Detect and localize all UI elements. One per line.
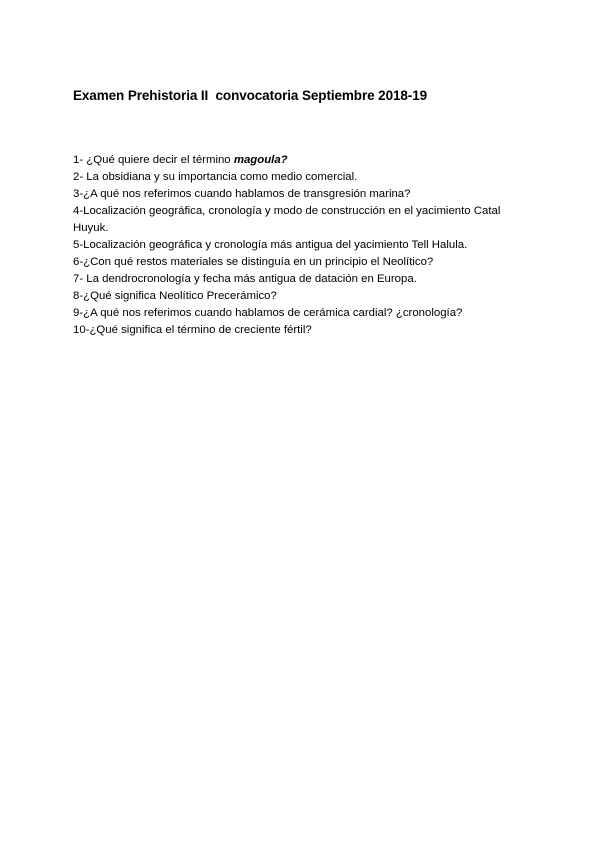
question-1-text: 1- ¿Qué quiere decir el término <box>73 154 234 166</box>
question-9: 9-¿A qué nos referimos cuando hablamos de cerámica cardial? ¿cronología? <box>73 307 463 319</box>
question-3: 3-¿A qué nos referimos cuando hablamos de transgresión marina? <box>73 188 411 200</box>
question-1-term: magoula? <box>233 154 288 166</box>
question-4: 4-Localización geográfica, cronología y modo de construcción en el yacimiento Catal Huyuk. <box>73 205 501 234</box>
question-1 <box>73 152 533 169</box>
question-2: 2- La obsidiana y su importancia como medio comercial. <box>73 171 358 183</box>
question-7: 7- La dendrocronología y fecha más antigua de datación en Europa. <box>73 273 417 285</box>
question-6: 6-¿Con qué restos materiales se distinguía en un principio el Neolítico? <box>73 256 434 268</box>
exam-title: Examen Prehistoria II convocatoria Septiembre 2018-19 <box>73 88 428 103</box>
question-10: 10-¿Qué significa el término de creciente fértil? <box>73 324 312 336</box>
question-8: 8-¿Qué significa Neolítico Precerámico? <box>73 290 277 302</box>
question-list <box>73 152 533 339</box>
question-5: 5-Localización geográfica y cronología más antigua del yacimiento Tell Halula. <box>73 239 468 251</box>
